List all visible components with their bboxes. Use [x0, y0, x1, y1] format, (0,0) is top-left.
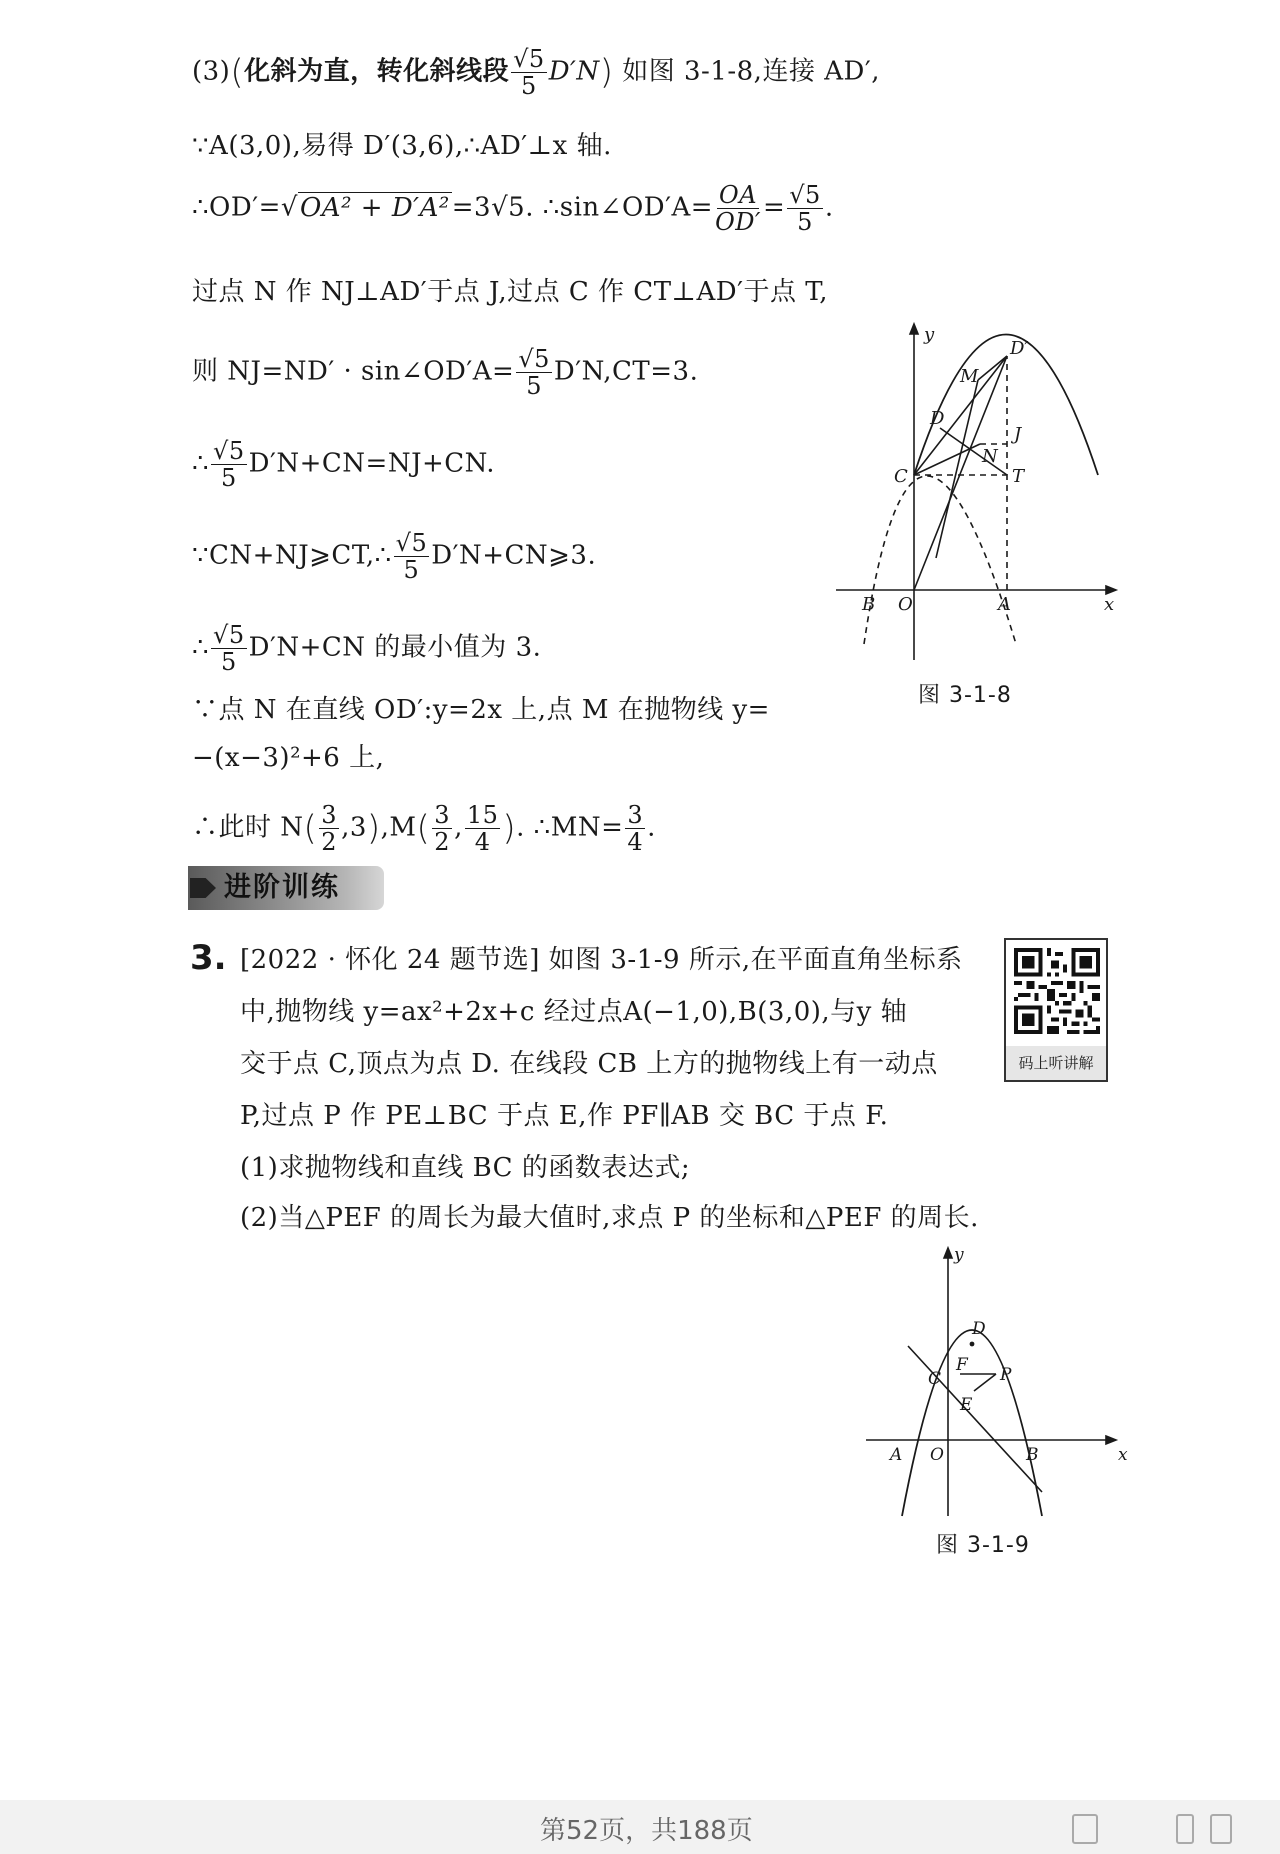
- label-O: O: [930, 1445, 944, 1465]
- fraction-sqrt5-over-5: $\frac{√5}{5}$: [213, 437, 245, 492]
- label-F: F: [956, 1355, 968, 1375]
- line-MN-extended: [936, 380, 978, 558]
- fraction-3-over-2: $\frac{3}{2}$: [434, 801, 451, 856]
- label-N: N: [982, 446, 998, 467]
- label-P: P: [1000, 1365, 1012, 1385]
- fraction-sqrt5-over-5: $\frac{√5}{5}$: [789, 181, 821, 236]
- question-line-4: P,过点 P 作 PE⊥BC 于点 E,作 PF∥AB 交 BC 于点 F.: [240, 1101, 889, 1131]
- solution-line-4: 过点 N 作 NJ⊥AD′于点 J,过点 C 作 CT⊥AD′于点 T,: [192, 277, 829, 307]
- label-J: J: [1014, 424, 1022, 445]
- radical: OA² + D′A²: [299, 192, 450, 223]
- label-O: O: [898, 594, 913, 615]
- fraction-oa-od: $\frac{OA}{OD'}$: [715, 181, 761, 236]
- x-axis-arrow: [1106, 1436, 1116, 1444]
- vertex-D-dot: [970, 1342, 975, 1347]
- question-line-1: [2022 · 怀化 24 题节选] 如图 3-1-9 所示,在平面直角坐标系: [240, 945, 963, 975]
- label-C: C: [928, 1369, 942, 1389]
- section-header-advanced-training: [188, 866, 384, 910]
- section-title: 进阶训练: [224, 872, 340, 903]
- solution-line-9: ∵点 N 在直线 OD′:y=2x 上,点 M 在抛物线 y=: [192, 695, 770, 725]
- label-A: A: [890, 1445, 903, 1465]
- parabola-solid: [914, 335, 1098, 476]
- figure-3-1-9: [862, 1246, 1128, 1520]
- solution-line-3: ∴OD′=√OA² + D′A²=3√5. ∴sin∠OD′A= $\frac{OA}{OD'}$ = $\frac{√5}{5}$ .: [192, 181, 834, 236]
- parabola-dashed: [864, 476, 1016, 644]
- solution-line-5: 则 NJ=ND′ · sin∠OD′A= $\frac{√5}{5}$ D′N,CT=3.: [192, 345, 699, 400]
- solution-line-7: ∵CN+NJ⩾CT,∴ $\frac{√5}{5}$ D′N+CN⩾3.: [192, 529, 597, 584]
- qr-code-card[interactable]: [1004, 938, 1108, 1082]
- label-x: x: [1118, 1445, 1128, 1465]
- fit-page-icon[interactable]: [1072, 1814, 1098, 1844]
- fraction-sqrt5-over-5: $\frac{√5}{5}$: [213, 621, 245, 676]
- label-x: x: [1104, 594, 1115, 615]
- qr-caption: 码上听讲解: [1006, 1046, 1106, 1080]
- split-view-icon[interactable]: [1176, 1814, 1194, 1844]
- settings-icon[interactable]: [1210, 1814, 1232, 1844]
- line-OD: [914, 356, 1007, 590]
- fraction-15-over-4: $\frac{15}{4}$: [466, 801, 499, 856]
- line-BC: [908, 1346, 1042, 1492]
- y-axis-arrow: [944, 1248, 952, 1258]
- solution-line-8: ∴ $\frac{√5}{5}$ D′N+CN 的最小值为 3.: [192, 621, 542, 676]
- fraction-sqrt5-over-5: $\frac{√5}{5}$: [395, 529, 428, 584]
- label-B: B: [1026, 1445, 1039, 1465]
- page-indicator: 第52页，共188页: [540, 1816, 753, 1846]
- label-M: M: [960, 366, 979, 387]
- x-axis-arrow: [1106, 586, 1116, 594]
- qr-code-icon: [1014, 948, 1100, 1034]
- label-T: T: [1012, 466, 1025, 487]
- question-line-3: 交于点 C,顶点为点 D. 在线段 CB 上方的抛物线上有一动点: [240, 1049, 938, 1079]
- bold-hint: 化斜为直，转化斜线段: [244, 56, 510, 87]
- label-D: D: [930, 408, 945, 429]
- solution-text: 如图 3-1-8,连接 AD′,: [622, 56, 880, 87]
- viewer-footer: [0, 1800, 1280, 1854]
- question-line-6: (2)当△PEF 的周长为最大值时,求点 P 的坐标和△PEF 的周长.: [240, 1203, 979, 1233]
- solution-line-6: ∴ $\frac{√5}{5}$ D′N+CN=NJ+CN.: [192, 437, 496, 492]
- y-axis-arrow: [910, 324, 918, 334]
- label-y: y: [954, 1246, 964, 1265]
- solution-line-1: (3)(化斜为直，转化斜线段 $\frac{√5}{5}$ D′N) 如图 3-1-8,连接 AD′,: [192, 45, 880, 100]
- label-D: D: [972, 1319, 986, 1339]
- figure-3-1-8: [836, 320, 1120, 664]
- fraction-3-over-4: $\frac{3}{4}$: [627, 801, 644, 856]
- fraction-3-over-2: $\frac{3}{2}$: [321, 801, 338, 856]
- question-line-2: 中,抛物线 y=ax²+2x+c 经过点A(−1,0),B(3,0),与y 轴: [240, 997, 908, 1027]
- figure-caption-3-1-9: 图 3-1-9: [936, 1533, 1030, 1558]
- fraction-sqrt5-over-5: $\frac{√5}{5}$: [518, 345, 550, 400]
- solution-line-10: −(x−3)²+6 上,: [192, 743, 385, 773]
- question-number: 3.: [190, 938, 227, 978]
- label-E: E: [960, 1395, 973, 1415]
- label-y: y: [924, 324, 935, 345]
- label-D-prime: D′: [1010, 338, 1029, 359]
- line-PE: [974, 1374, 996, 1391]
- fraction-sqrt5-over-5: $\frac{√5}{5}$: [513, 45, 545, 100]
- question-line-5: (1)求抛物线和直线 BC 的函数表达式;: [240, 1153, 691, 1183]
- parabola: [902, 1330, 1042, 1516]
- solution-line-2: ∵A(3,0),易得 D′(3,6),∴AD′⊥x 轴.: [192, 131, 612, 161]
- figure-caption-3-1-8: 图 3-1-8: [918, 683, 1012, 708]
- solution-line-11: ∴此时 N( $\frac{3}{2}$ ,3),M( $\frac{3}{2}$ , $\frac{15}{4}$ ). ∴MN= $\frac{3}{4}$ .: [192, 801, 656, 856]
- label-B: B: [862, 594, 876, 615]
- label-C: C: [894, 466, 908, 487]
- part-label: (3): [192, 56, 231, 87]
- label-A: A: [998, 594, 1011, 615]
